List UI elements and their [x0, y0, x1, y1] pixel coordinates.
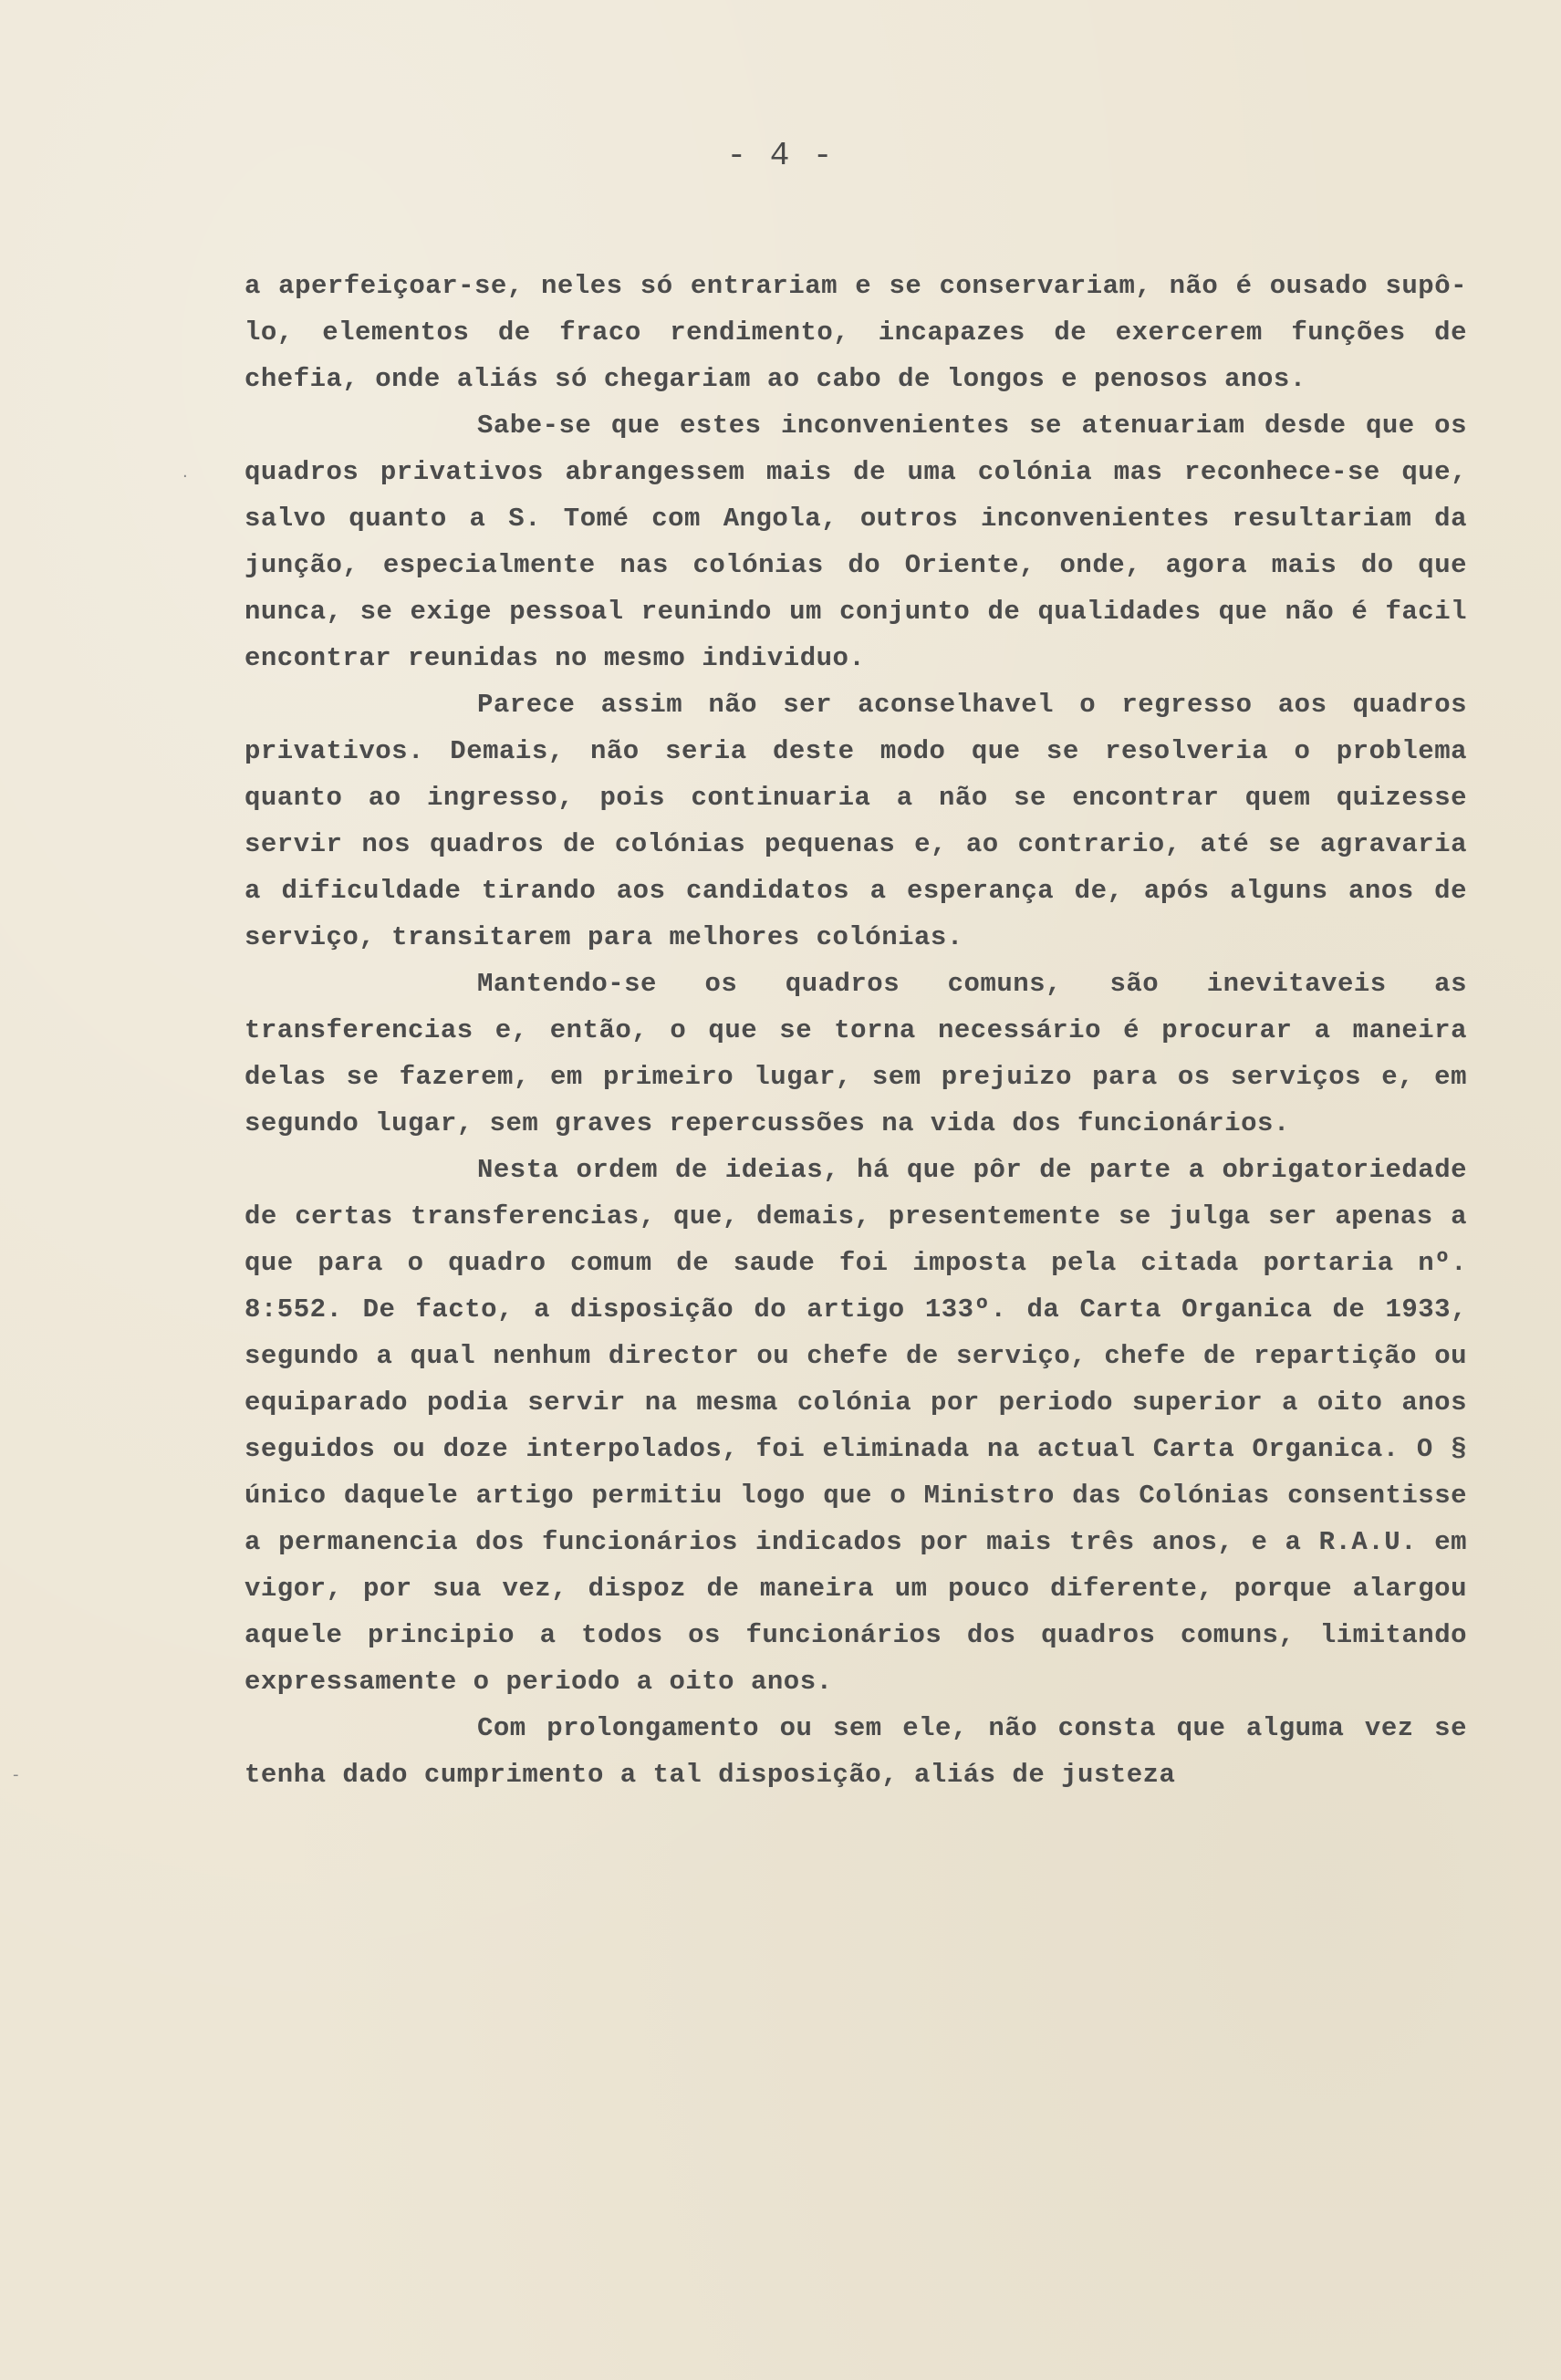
page-number: - 4 - — [726, 137, 835, 174]
margin-tick-mark: - — [13, 1765, 19, 1784]
paragraph-2: Sabe-se que estes inconvenientes se atenuariam desde que os quadros privativos abrangessem mais de uma colónia mas reconhece-se que, salvo quanto a S. Tomé com Angola, outros inconvenientes resultariam da junção, especialmente nas colónias do Oriente, onde, agora mais do que nunca, se exige pessoal reunindo um conjunto de qualidades que não é facil encontrar reunidas no mesmo individuo. — [245, 411, 1467, 673]
paragraph-1: a aperfeiçoar-se, neles só entrariam e se conservariam, não é ousado supô-lo, elementos de fraco rendimento, incapazes de exercerem funções de chefia, onde aliás só chegariam ao cabo de longos e penosos anos. — [245, 271, 1467, 394]
paragraph-6: Com prolongamento ou sem ele, não consta que alguma vez se tenha dado cumprimento a tal disposição, aliás de justeza — [245, 1713, 1467, 1790]
paragraph-5: Nesta ordem de ideias, há que pôr de parte a obrigatoriedade de certas transferencias, que, demais, presentemente se julga ser apenas a que para o quadro comum de saude foi imposta pela citada portaria nº. 8:552. De facto, a disposição do artigo 133º. da Carta Organica de 1933, segundo a qual nenhum director ou chefe de serviço, chefe de repartição ou equiparado podia servir na mesma colónia por periodo superior a oito anos seguidos ou doze interpolados, foi eliminada na actual Carta Organica. O § único daquele artigo permitiu logo que o Ministro das Colónias consentisse a permanencia dos funcionários indicados por mais três anos, e a R.A.U. em vigor, por sua vez, dispoz de maneira um pouco diferente, porque alargou aquele principio a todos os funcionários dos quadros comuns, limitando expressamente o periodo a oito anos. — [245, 1155, 1467, 1697]
margin-dot-mark: · — [182, 467, 188, 486]
paragraph-3: Parece assim não ser aconselhavel o regresso aos quadros privativos. Demais, não seria deste modo que se resolveria o problema quanto ao ingresso, pois continuaria a não se encontrar quem quizesse servir nos quadros de colónias pequenas e, ao contrario, até se agravaria a dificuldade tirando aos candidatos a esperança de, após alguns anos de serviço, transitarem para melhores colónias. — [245, 690, 1467, 952]
paragraph-4: Mantendo-se os quadros comuns, são inevitaveis as transferencias e, então, o que se torna necessário é procurar a maneira delas se fazerem, em primeiro lugar, sem prejuizo para os serviços e, em segundo lugar, sem graves repercussões na vida dos funcionários. — [245, 969, 1467, 1138]
body-text — [245, 263, 1467, 1798]
